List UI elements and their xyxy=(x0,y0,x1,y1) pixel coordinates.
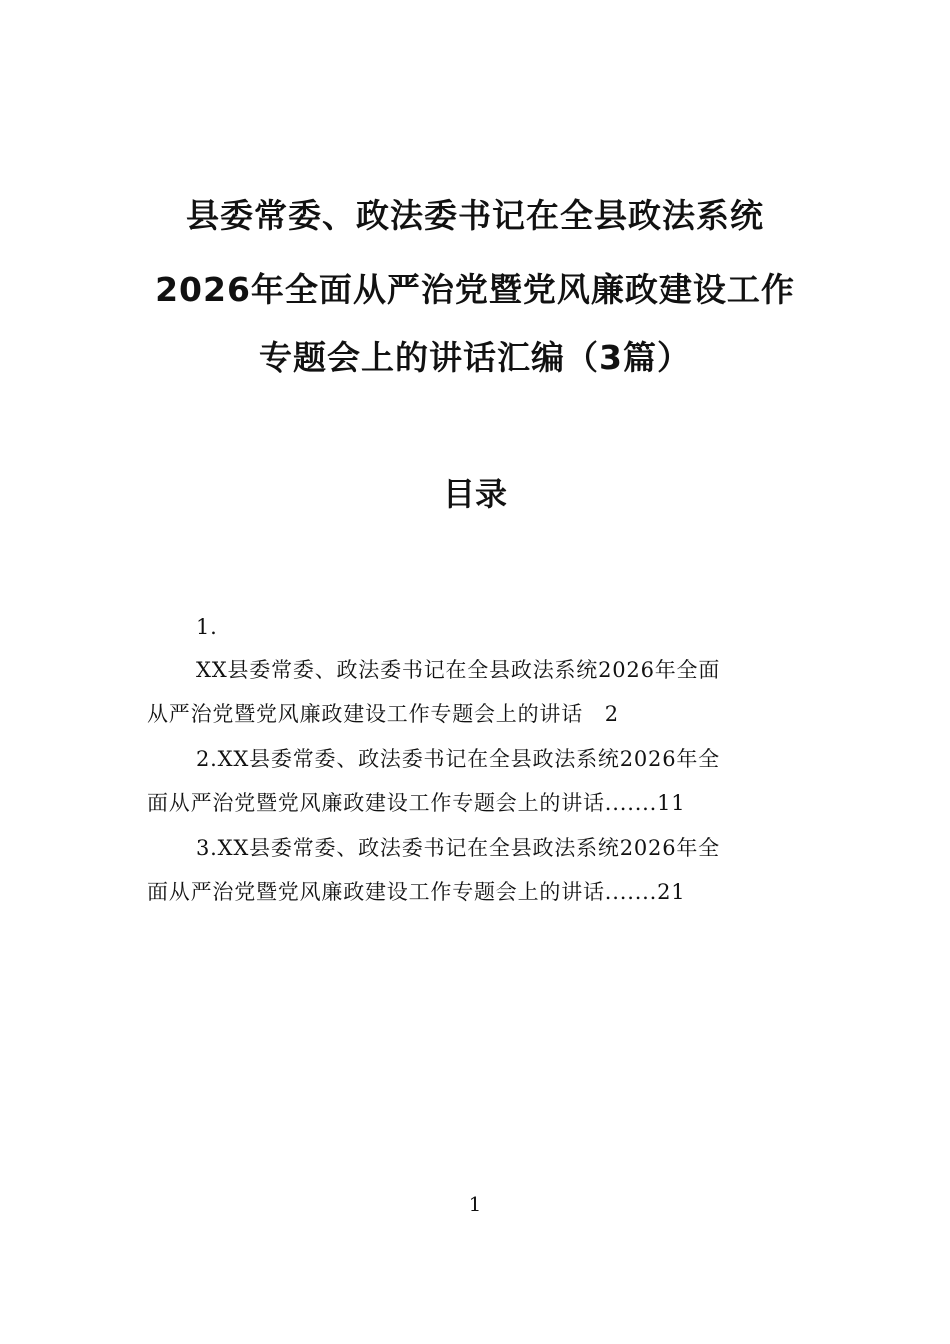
title-line-3: 专题会上的讲话汇编（3篇） xyxy=(259,338,691,377)
toc-entry-1-line-2: 从严治党暨党风廉政建设工作专题会上的讲话 2 xyxy=(147,702,619,726)
toc-entry-3-line-1: 3.XX县委常委、政法委书记在全县政法系统2026年全 xyxy=(196,836,720,860)
toc-entry-3-line-2: 面从严治党暨党风廉政建设工作专题会上的讲话.......21 xyxy=(147,880,686,904)
toc-entry-2-line-1: 2.XX县委常委、政法委书记在全县政法系统2026年全 xyxy=(196,747,720,771)
toc-entry-1-number: 1. xyxy=(196,615,218,639)
title-line-1: 县委常委、政法委书记在全县政法系统 xyxy=(186,196,764,235)
toc-entry-1-line-1: XX县委常委、政法委书记在全县政法系统2026年全面 xyxy=(196,658,721,682)
toc-entry-2-line-2: 面从严治党暨党风廉政建设工作专题会上的讲话.......11 xyxy=(147,791,686,815)
toc-heading: 目录 xyxy=(442,475,507,513)
title-line-2: 2026年全面从严治党暨党风廉政建设工作 xyxy=(155,270,795,309)
page-number: 1 xyxy=(468,1192,482,1216)
